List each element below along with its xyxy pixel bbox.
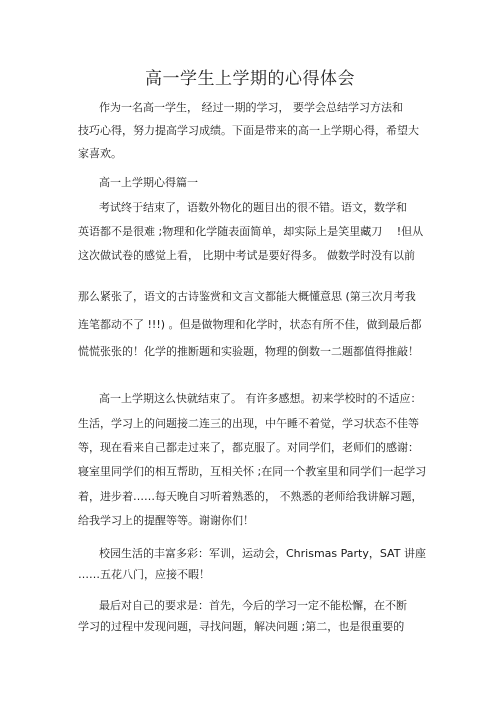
section-heading: 高一上学期心得篇一	[99, 176, 198, 189]
para4-line-1: 校园生活的丰富多彩：军训，运动会，Chrismas Party，SAT 讲座	[99, 547, 426, 560]
para2-line-3: 慌慌张张的！化学的推断题和实验题，物理的倒数一二题都值得推敲！	[78, 345, 419, 358]
para3-line-3: 等，现在看来自己都走过来了，都克服了。对同学们，老师们的感谢：	[78, 441, 419, 454]
para3-line-1: 高一上学期这么快就结束了。 有许多感想。初来学校时的不适应：	[99, 392, 422, 405]
intro-line-3: 家喜欢。	[78, 147, 122, 160]
para5-line-1: 最后对自己的要求是：首先，今后的学习一定不能松懈，在不断	[99, 599, 407, 612]
intro-line-1: 作为一名高一学生， 经过一期的学习， 要学会总结学习方法和	[99, 101, 403, 114]
intro-line-2: 技巧心得，努力提高学习成绩。下面是带来的高一上学期心得，希望大	[78, 124, 419, 137]
para2-line-1: 那么紧张了，语文的古诗鉴赏和文言文都能大概懂意思 (第三次月考我	[78, 290, 416, 303]
para3-line-6: 给我学习上的提醒等等。谢谢你们！	[78, 514, 254, 527]
document-title: 高一学生上学期的心得体会	[145, 69, 355, 89]
para5-line-2: 学习的过程中发现问题，寻找问题，解决问题 ;第二，也是很重要的	[78, 620, 405, 633]
para4-line-2: ……五花八门，应接不暇！	[78, 568, 210, 581]
para2-line-2: 连笔都动不了 !!!) 。但是做物理和化学时，状态有所不佳，做到最后都	[78, 318, 422, 331]
para1-line-1: 考试终于结束了，语数外物化的题目出的很不错。语文，数学和	[99, 201, 407, 214]
para3-line-5: 着，进步着……每天晚自习听着熟悉的， 不熟悉的老师给我讲解习题，	[78, 490, 423, 503]
para1-line-2: 英语都不是很难 ;物理和化学随表面简单，却实际上是笑里藏刀 !但从	[78, 225, 424, 238]
para3-line-4: 寝室里同学们的相互帮助，互相关怀 ;在同一个教室里和同学们一起学习	[78, 465, 427, 478]
para1-line-3: 这次做试卷的感觉上看， 比期中考试是要好得多。 做数学时没有以前	[78, 249, 415, 262]
para3-line-2: 生活，学习上的问题接二连三的出现，中午睡不着觉，学习状态不佳等	[78, 417, 419, 430]
